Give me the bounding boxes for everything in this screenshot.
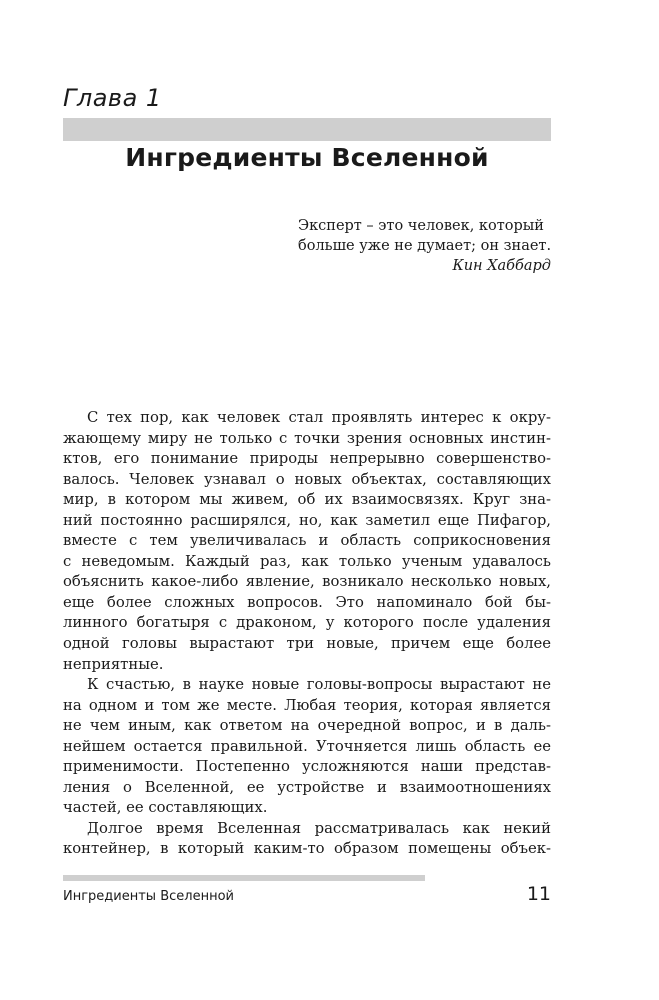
text-line: неприятные. bbox=[63, 655, 164, 673]
epigraph-line: больше уже не думает; он знает. bbox=[298, 238, 552, 254]
text-line: Долгое время Вселенная рассматривалась как некий bbox=[87, 819, 551, 837]
epigraph-author: Кин Хаббард bbox=[452, 258, 551, 274]
text-line: не чем иным, как ответом на очередной вопрос, и в даль- bbox=[63, 717, 551, 735]
page-number: 11 bbox=[526, 883, 551, 905]
chapter-header-bar bbox=[63, 118, 551, 141]
chapter-title: Ингредиенты Вселенной bbox=[125, 143, 489, 172]
text-line: ний постоянно расширялся, но, как заметил еще Пифагор, bbox=[63, 511, 551, 529]
footer-rule bbox=[63, 875, 425, 881]
body-text bbox=[63, 408, 551, 860]
text-line: применимости. Постепенно усложняются наши представ- bbox=[63, 758, 551, 776]
text-line: вместе с тем увеличивалась и область соприкосновения bbox=[63, 532, 551, 550]
epigraph bbox=[298, 216, 551, 276]
text-line: С тех пор, как человек стал проявлять интерес к окру- bbox=[87, 409, 551, 426]
running-footer-title: Ингредиенты Вселенной bbox=[63, 889, 234, 904]
paragraph bbox=[63, 675, 551, 819]
text-line: линного богатыря с драконом, у которого после удаления bbox=[63, 614, 551, 632]
text-line: валось. Человек узнавал о новых объектах, составляющих bbox=[63, 470, 551, 488]
text-line: контейнер, в который каким-то образом помещены объек- bbox=[63, 840, 551, 858]
text-line: объяснить какое-либо явление, возникало несколько новых, bbox=[63, 573, 551, 591]
text-line: с неведомым. Каждый раз, как только ученым удавалось bbox=[63, 552, 551, 570]
text-line: частей, ее составляющих. bbox=[63, 799, 268, 817]
text-line: ктов, его понимание природы непрерывно совершенство- bbox=[63, 450, 551, 468]
text-line: ления о Вселенной, ее устройстве и взаимоотношениях bbox=[63, 778, 551, 796]
text-line: одной головы вырастают три новые, причем еще более bbox=[63, 635, 551, 653]
paragraph bbox=[63, 819, 551, 860]
epigraph-line: Эксперт – это человек, который bbox=[298, 218, 544, 234]
text-line: жающему миру не только с точки зрения основных инстин- bbox=[63, 429, 551, 447]
text-line: нейшем остается правильной. Уточняется лишь область ее bbox=[63, 737, 551, 755]
text-line: на одном и том же месте. Любая теория, которая является bbox=[63, 696, 551, 714]
text-line: еще более сложных вопросов. Это напоминало бой бы- bbox=[63, 593, 551, 611]
chapter-label: Глава 1 bbox=[63, 84, 162, 112]
paragraph bbox=[63, 408, 551, 675]
text-line: К счастью, в науке новые головы-вопросы вырастают не bbox=[87, 676, 551, 694]
text-line: мир, в котором мы живем, об их взаимосвязях. Круг зна- bbox=[63, 491, 551, 509]
